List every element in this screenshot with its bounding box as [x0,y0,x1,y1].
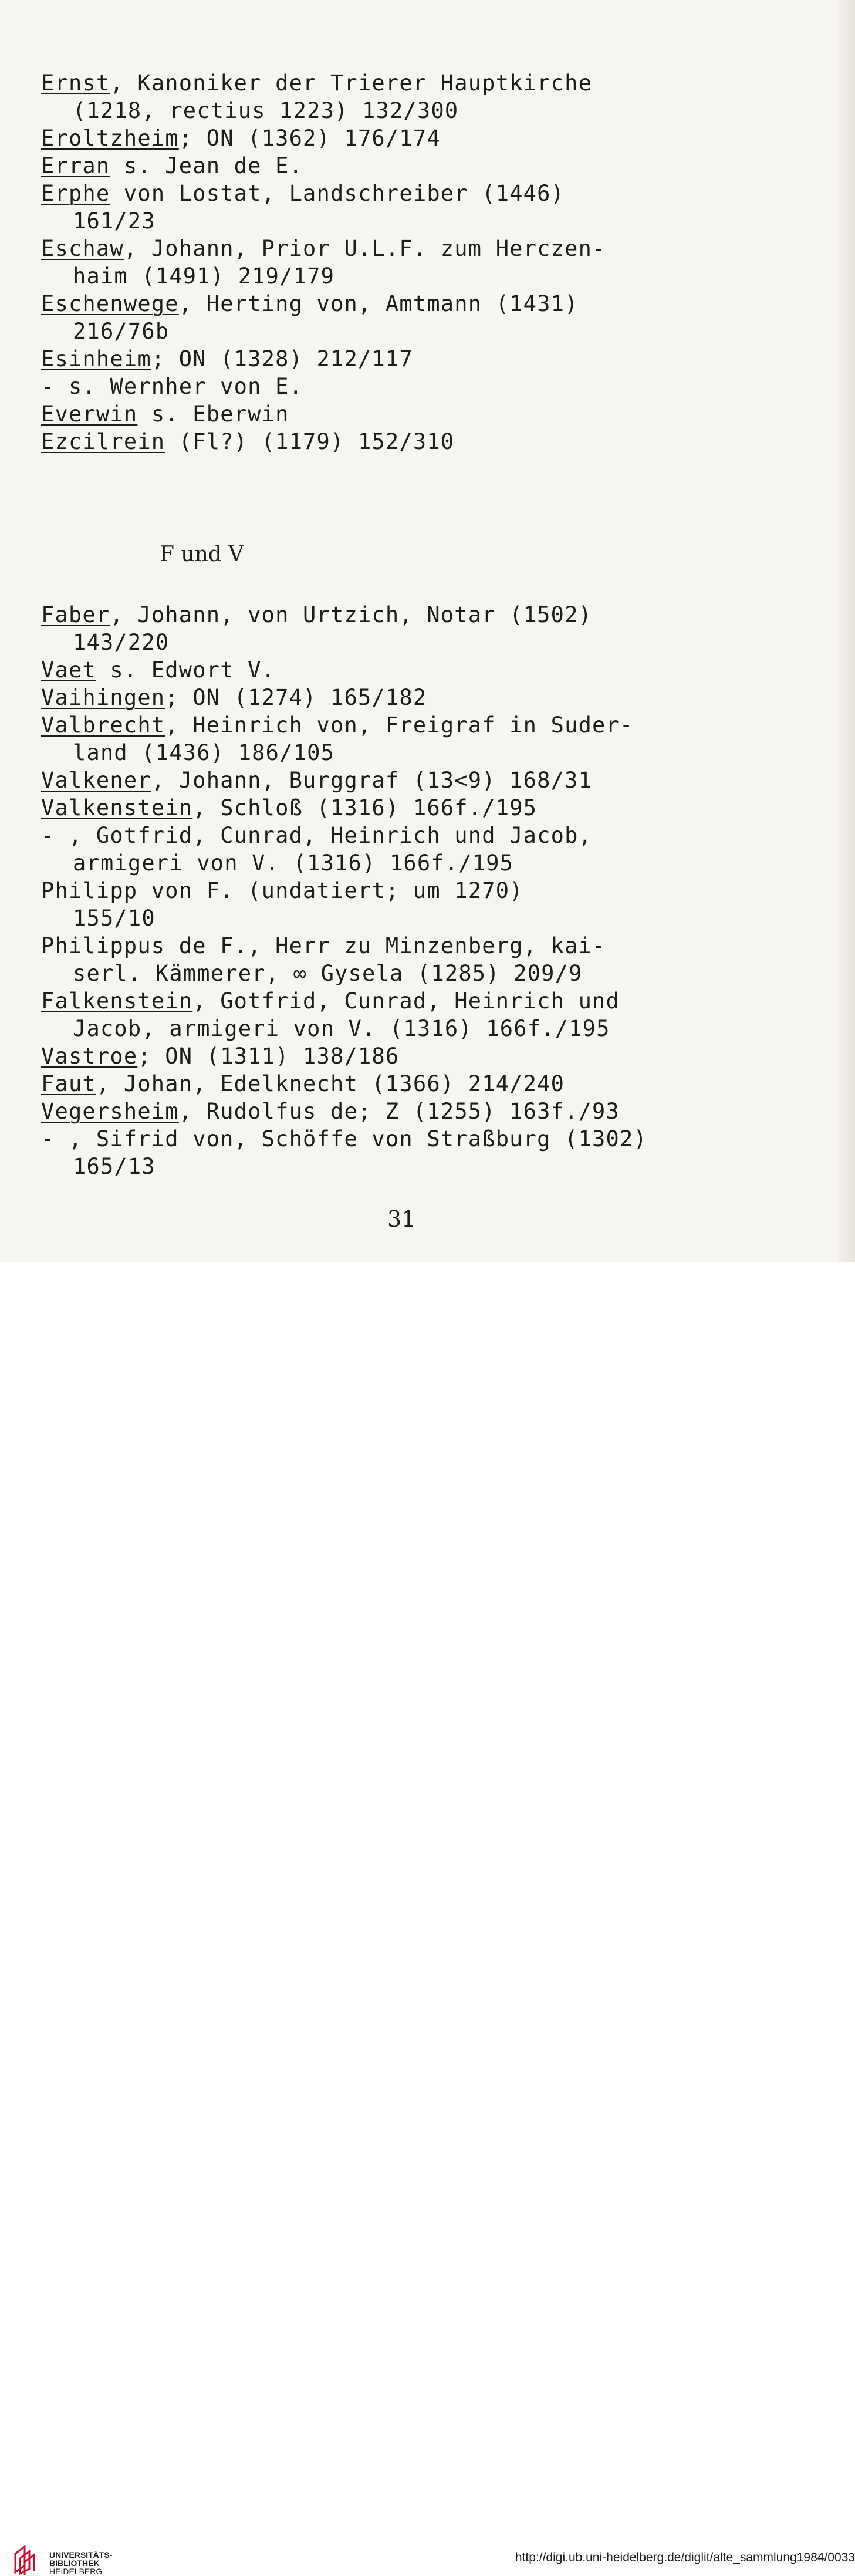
index-entry-line [41,932,827,960]
entry-text: land (1436) 186/105 [73,740,335,765]
entry-text: s. Jean de E. [110,153,303,178]
index-entries [41,69,827,455]
index-entry-line [41,1070,827,1098]
index-entry-line [41,739,827,767]
index-entry-line [41,904,827,932]
index-entry-line [41,767,827,794]
entry-text: , Heinrich von, Freigraf in Suder- [165,713,634,738]
entry-text: , Johann, von Urtzich, Notar (1502) [110,602,593,627]
library-name-line2: BIBLIOTHEK [49,2558,100,2568]
index-entry-line [41,849,827,877]
entry-text: , Gotfrid, Cunrad, Heinrich und [192,988,620,1014]
entry-text: , Rudolfus de; Z (1255) 163f./93 [178,1099,620,1124]
entry-headword: Valbrecht [41,713,165,738]
entry-headword: Faut [41,1071,96,1096]
entry-headword: Ernst [41,70,110,96]
index-entry-line [41,124,827,152]
entry-text: ; ON (1362) 176/174 [178,126,441,151]
entry-headword: Vaet [41,657,96,683]
entry-text: 161/23 [73,208,156,234]
entry-headword: Erran [41,153,110,178]
index-entry-line [41,1015,827,1042]
entry-headword: Everwin [41,401,138,427]
entry-headword: Faber [41,602,110,627]
entry-text: haim (1491) 219/179 [73,264,335,289]
entry-headword: Eschenwege [41,291,179,316]
entry-text: s. Eberwin [137,401,289,427]
index-entry-line [41,400,827,428]
index-entry-line [41,601,827,629]
entry-headword: Valkenstein [41,795,193,821]
entry-text: serl. Kämmerer, ∞ Gysela (1285) 209/9 [73,961,583,986]
index-entry-line [41,822,827,849]
entry-text: armigeri von V. (1316) 166f./195 [73,850,514,876]
entry-text: 155/10 [73,906,156,931]
index-entry-line [41,629,827,656]
entry-headword: Vaihingen [41,685,165,710]
entry-headword: Esinheim [41,346,151,372]
entry-text: - , Gotfrid, Cunrad, Heinrich und Jacob, [41,823,593,848]
entry-text: (Fl?) (1179) 152/310 [165,429,455,454]
library-name-line3: HEIDELBERG [49,2567,103,2576]
index-entry-line [41,428,827,455]
index-entry-line [41,262,827,290]
entry-headword: Vastroe [41,1044,138,1069]
page-edge-shadow [839,0,855,1262]
entry-text: Philipp von F. (undatiert; um 1270) [41,878,523,903]
entry-text: ; ON (1274) 165/182 [165,685,427,710]
entry-headword: Eschaw [41,236,124,261]
index-entry-line [41,987,827,1015]
index-entry-line [41,235,827,262]
index-entry-line [41,794,827,822]
index-entry-line [41,318,827,345]
index-entry-line [41,1125,827,1153]
entry-text: , Johan, Edelknecht (1366) 214/240 [96,1071,565,1096]
entry-headword: Erphe [41,181,110,206]
section-heading: F und V [160,542,244,566]
index-entries-fv [41,601,827,1180]
index-entry-line [41,1098,827,1125]
entries-block-fv [41,601,827,1180]
entry-text: s. Edwort V. [96,657,276,683]
index-entry-line [41,684,827,711]
index-entry-line [41,290,827,318]
index-entry-line [41,97,827,124]
entry-text: Philippus de F., Herr zu Minzenberg, kai- [41,933,606,958]
page-number: 31 [387,1206,416,1232]
entry-text: - , Sifrid von, Schöffe von Straßburg (1302) [41,1126,647,1152]
source-url[interactable]: http://digi.ub.uni-heidelberg.de/diglit/alte_sammlung1984/0033 [515,2551,855,2564]
entry-text: , Kanoniker der Trierer Hauptkirche [110,70,593,96]
index-entry-line [41,960,827,987]
index-entry-line [41,711,827,739]
library-name [49,2551,112,2575]
entry-headword: Falkenstein [41,988,193,1014]
entry-text: ; ON (1311) 138/186 [137,1044,400,1069]
entry-text: - s. Wernher von E. [41,374,303,399]
index-entry-line [41,152,827,180]
index-entry-line [41,180,827,207]
entry-text: Jacob, armigeri von V. (1316) 166f./195 [73,1016,610,1041]
entry-text: 143/220 [73,630,170,655]
index-entry-line [41,1042,827,1070]
entry-text: , Johann, Burggraf (13<9) 168/31 [151,768,593,793]
index-entry-line [41,69,827,97]
index-entry-line [41,877,827,904]
index-entry-line [41,1153,827,1180]
entry-headword: Eroltzheim [41,126,179,151]
index-entry-line [41,207,827,235]
entry-headword: Vegersheim [41,1099,179,1124]
library-logo-icon [12,2543,45,2576]
entry-headword: Ezcilrein [41,429,165,454]
entry-text: , Johann, Prior U.L.F. zum Herczen- [123,236,606,261]
index-entry-line [41,345,827,373]
entry-text: 216/76b [73,319,170,344]
entry-text: , Schloß (1316) 166f./195 [192,795,538,821]
entry-text: (1218, rectius 1223) 132/300 [73,98,459,123]
entry-text: 165/13 [73,1154,156,1179]
entries-block-e [41,69,827,455]
entry-headword: Valkener [41,768,151,793]
library-name-line1: UNIVERSITÄTS- [49,2550,113,2560]
footer [0,1262,855,2576]
entry-text: von Lostat, Landschreiber (1446) [110,181,565,206]
entry-text: ; ON (1328) 212/117 [151,346,413,372]
entry-text: , Herting von, Amtmann (1431) [178,291,579,316]
index-entry-line [41,656,827,684]
scanned-page [0,0,855,1262]
index-entry-line [41,373,827,400]
